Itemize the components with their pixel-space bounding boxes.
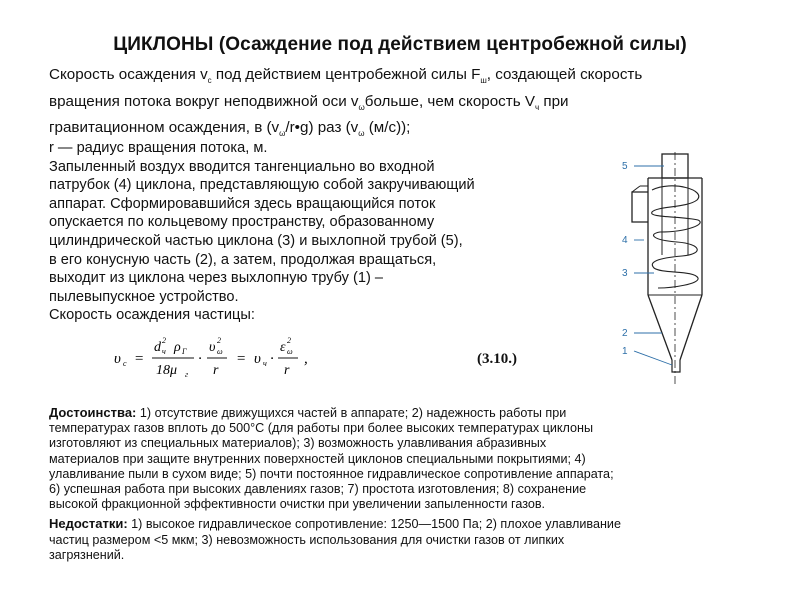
- inlet-pipe: [632, 192, 648, 222]
- desc-line: в его конусную часть (2), а затем, продолжая вращаться,: [49, 251, 437, 268]
- cyclone-description: [49, 139, 569, 325]
- formula-eq1: =: [134, 351, 145, 367]
- disadvantages-paragraph: Недостатки: 1) высокое гидравлическое сопротивление: 1250—1500 Па; 2) плохое улавливание: [49, 516, 621, 532]
- figure-label-4: 4: [622, 235, 628, 246]
- leader-1: [634, 351, 672, 365]
- advantages-heading: Достоинства:: [49, 405, 137, 420]
- formula-mid-sub: ч: [263, 359, 267, 368]
- equation-number: (3.10.): [477, 351, 517, 367]
- formula-num1-sub: ч: [162, 347, 166, 356]
- formula-num1: d: [154, 340, 161, 355]
- desc-line: r — радиус вращения потока, м.: [49, 140, 268, 156]
- disadvantages-heading: Недостатки:: [49, 516, 128, 532]
- settling-velocity-formula: [112, 336, 352, 382]
- formula-den1: 18μ: [156, 363, 178, 378]
- formula-num3-sup: 2: [287, 336, 291, 345]
- figure-labels: [622, 161, 628, 357]
- intro-line-1: Скорость осаждения $v_c$ под действием центробежной силы $F_ш$, создающей скорость: [49, 66, 643, 86]
- formula-lhs: υ: [114, 351, 121, 367]
- advantages-line: температурах газов вплоть до 500°С (для работы при более высоких температурах циклоны: [49, 421, 594, 436]
- advantages-line: улавливание пыли в сухом виде; 5) почти постоянное гидравлическое сопротивление аппарата;: [49, 466, 614, 481]
- formula-dot2: ·: [270, 351, 274, 367]
- formula-num1-rho: ρ: [174, 340, 181, 355]
- spiral-flow: [652, 186, 701, 288]
- formula-num1-sup: 2: [162, 336, 166, 345]
- formula-num1-rho-sub: Γ: [182, 347, 187, 356]
- advantages-line: высокой фракционной эффективности очистки при увеличении запыленности газов.: [49, 497, 546, 512]
- desc-line: цилиндрической частью циклона (3) и выхлопной трубой (5),: [49, 232, 463, 249]
- slide-title: ЦИКЛОНЫ (Осаждение под действием центробежной силы): [113, 34, 687, 55]
- intro-paragraph: [49, 65, 774, 145]
- intro-line-2: вращения потока вокруг неподвижной оси $v_\omega больше$, чем скорость $V_ч$ при: [49, 92, 569, 112]
- disadvantages-line: частиц размером <5 мкм; 3) невозможность использования для очистки газов от липких: [49, 532, 565, 547]
- formula-den3: r: [284, 363, 290, 378]
- desc-line: опускается по кольцевому пространству, образованному: [49, 214, 435, 231]
- inlet-pipe-edge: [632, 186, 640, 192]
- advantages-line: изготовляют из специальных материалов); 3) возможность улавливания абразивных: [49, 436, 547, 451]
- advantages-line: 6) успешная работа при высоких давлениях газов; 7) простота изготовления; 8) сохранение: [49, 482, 587, 497]
- advantages-line: материалов при защите внутренних поверхностей циклонов специальными покрытиями; 4): [49, 451, 586, 466]
- formula-tail: ,: [304, 351, 308, 367]
- cyclone-drawing: [582, 150, 772, 390]
- figure-label-2: 2: [622, 328, 628, 339]
- desc-line: выходит из циклона через выхлопную трубу (1) –: [49, 270, 384, 287]
- cyclone-diagram: [582, 150, 772, 390]
- formula-num3: ε: [280, 340, 286, 355]
- formula-den2: r: [213, 363, 219, 378]
- pros-cons-section: [49, 405, 769, 563]
- desc-line: Скорость осаждения частицы:: [49, 307, 255, 324]
- intro-line-3: гравитационном осаждения, в $(v_\omega/r•g)$ раз ($v_\omega$ (м/с));: [49, 119, 411, 139]
- cone-right-wall: [680, 295, 702, 360]
- disadvantages-line: загрязнений.: [49, 547, 125, 562]
- formula-lhs-sub: c: [123, 359, 127, 368]
- desc-line: пылевыпускное устройство.: [49, 288, 239, 305]
- cone-left-wall: [648, 295, 672, 360]
- advantages-paragraph: Достоинства: 1) отсутствие движущихся частей в аппарате; 2) надежность работы при: [49, 405, 567, 420]
- desc-line: аппарат. Сформировавшийся здесь вращающийся поток: [49, 195, 436, 212]
- figure-label-3: 3: [622, 268, 628, 279]
- figure-label-1: 1: [622, 346, 628, 357]
- desc-line: Запыленный воздух вводится тангенциально во входной: [49, 158, 435, 175]
- formula-dot1: ·: [198, 351, 202, 367]
- formula-num3-sub: ω: [287, 347, 293, 356]
- formula-num2-sup: 2: [217, 336, 221, 345]
- formula-den1-sub: г: [185, 370, 189, 379]
- dust-outlet: [672, 360, 680, 372]
- formula-num2-sub: ω: [217, 347, 223, 356]
- desc-line: патрубок (4) циклона, представляющую собой закручивающий: [49, 177, 475, 194]
- formula-num2: υ: [209, 340, 216, 355]
- label-leaders: [634, 166, 672, 365]
- formula-mid: υ: [254, 351, 261, 367]
- figure-label-5: 5: [622, 161, 628, 172]
- formula-eq2: =: [236, 351, 247, 367]
